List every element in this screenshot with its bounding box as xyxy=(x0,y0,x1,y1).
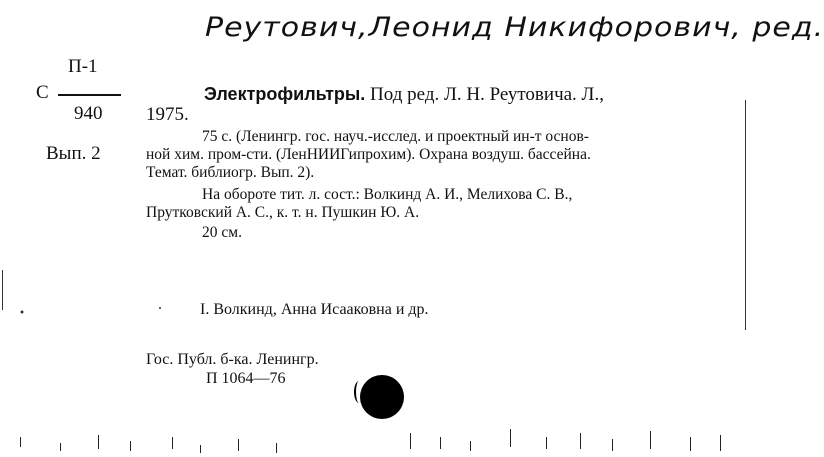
description-line: Темат. библиогр. Вып. 2). xyxy=(146,164,315,181)
compiler-line: На обороте тит. л. сост.: Волкинд А. И., Мелихова С. В., xyxy=(202,186,573,203)
title-bold: Электрофильтры. xyxy=(204,84,366,104)
call-number-bottom: 940 xyxy=(74,103,103,124)
call-number-top: П-1 xyxy=(68,56,98,77)
call-number-letter: С xyxy=(36,82,49,103)
publication-year: 1975. xyxy=(146,104,189,125)
library-number: П 1064—76 xyxy=(206,370,286,387)
call-number-issue: Вып. 2 xyxy=(46,143,101,164)
added-entry: I. Волкинд, Анна Исааковна и др. xyxy=(200,301,429,318)
description-line: 75 с. (Ленингр. гос. науч.-исслед. и проектный ин-т основ- xyxy=(202,128,589,145)
compiler-line: Прутковский А. С., к. т. н. Пушкин Ю. А. xyxy=(146,204,420,221)
physical-size: 20 см. xyxy=(202,224,242,241)
title-rest: Под ред. Л. Н. Реутовича. Л., xyxy=(365,84,604,105)
handwritten-author-heading: Реутович,Леонид Никифорович, ред. xyxy=(205,11,824,44)
library-name: Гос. Публ. б-ка. Ленингр. xyxy=(146,351,319,368)
description-line: ной хим. пром-сти. (ЛенНИИГипрохим). Охрана воздуш. бассейна. xyxy=(146,146,591,163)
